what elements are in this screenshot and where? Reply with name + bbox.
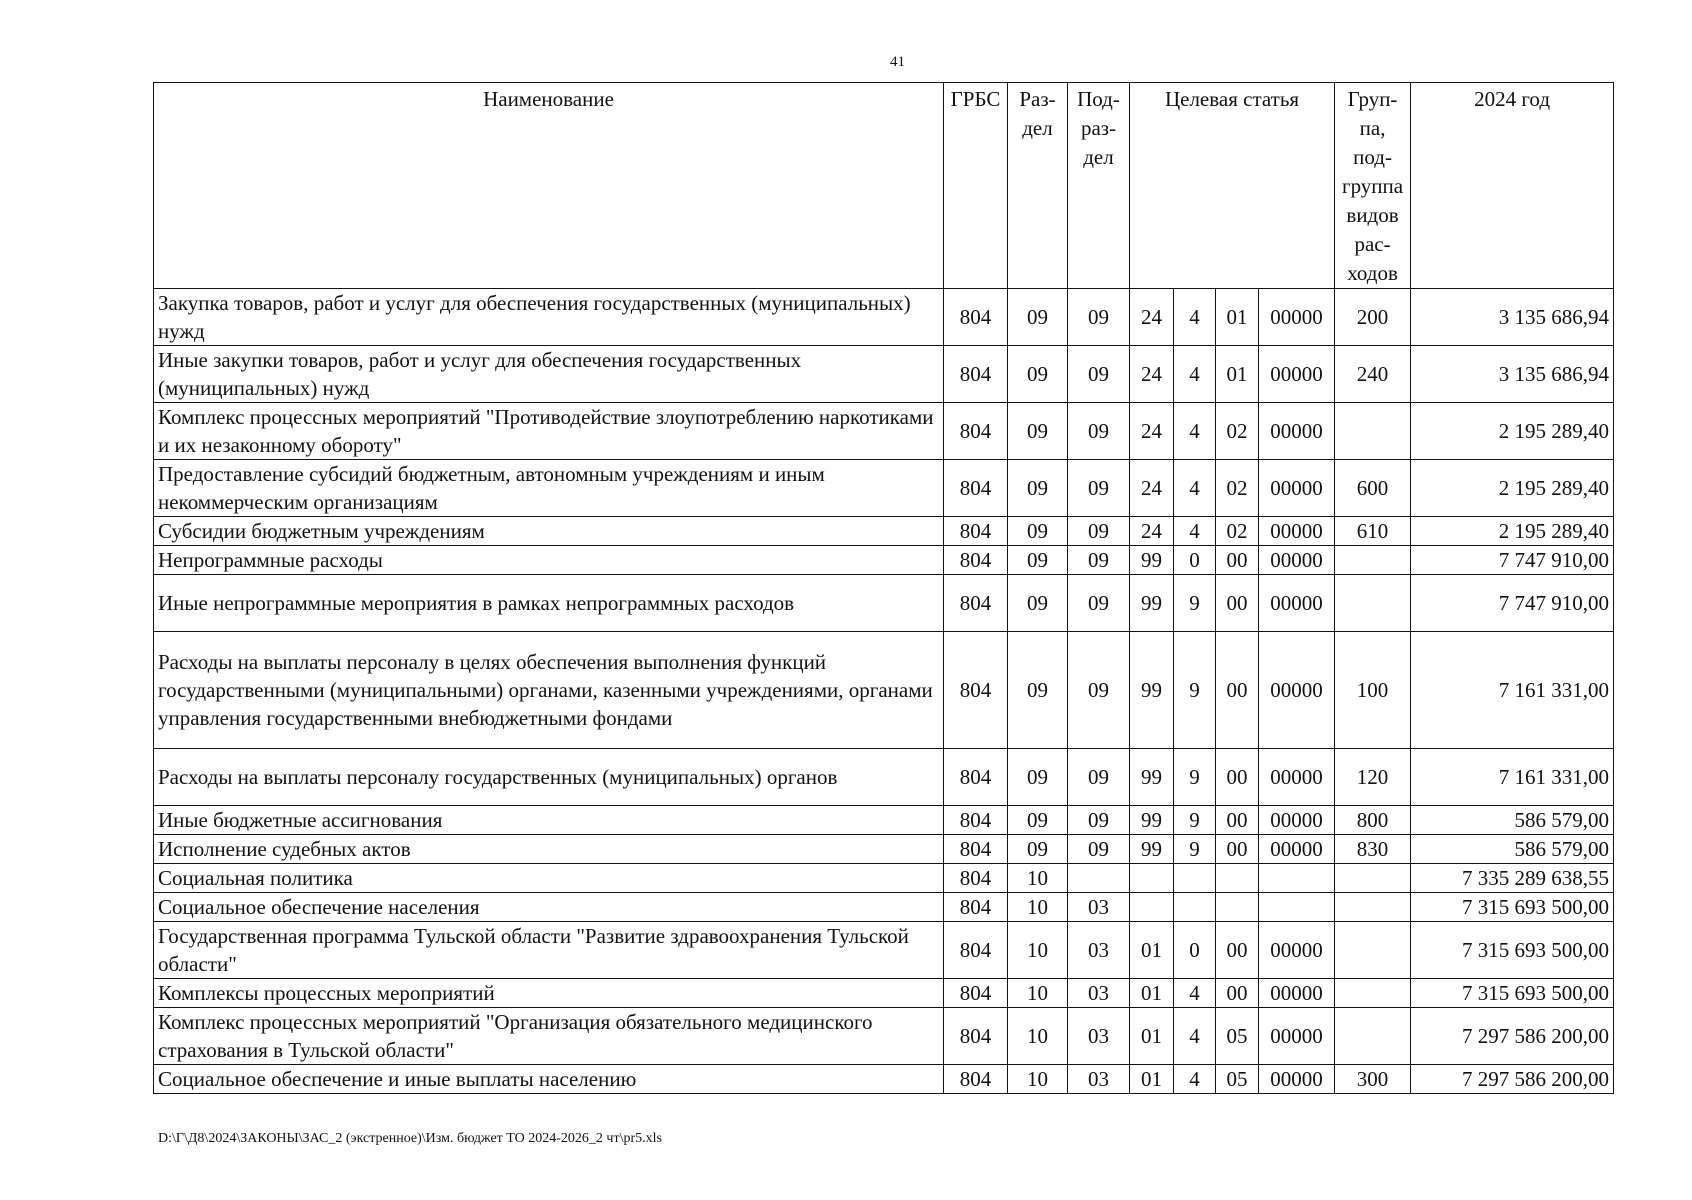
row-target-direction: 00000 <box>1259 1065 1335 1094</box>
row-grbs: 804 <box>944 546 1008 575</box>
row-target-program: 01 <box>1130 922 1174 979</box>
header-group-line: группа <box>1341 174 1404 198</box>
row-group: 800 <box>1335 806 1411 835</box>
row-section: 09 <box>1008 749 1068 806</box>
row-target-type <box>1174 893 1216 922</box>
row-name: Исполнение судебных актов <box>154 835 944 864</box>
row-grbs: 804 <box>944 979 1008 1008</box>
row-subsection: 09 <box>1068 546 1130 575</box>
row-name: Комплекс процессных мероприятий "Противодействие злоупотреблению наркотиками и их незаконному обороту" <box>154 403 944 460</box>
row-group: 600 <box>1335 460 1411 517</box>
row-group <box>1335 893 1411 922</box>
row-target-structure: 00 <box>1216 749 1259 806</box>
row-target-direction <box>1259 864 1335 893</box>
header-group-line: под- <box>1353 145 1392 169</box>
row-target-type: 9 <box>1174 749 1216 806</box>
row-target-program: 01 <box>1130 979 1174 1008</box>
row-subsection: 03 <box>1068 979 1130 1008</box>
row-subsection: 09 <box>1068 517 1130 546</box>
row-amount: 7 297 586 200,00 <box>1411 1065 1614 1094</box>
header-group-line: видов <box>1346 203 1399 227</box>
row-target-type: 4 <box>1174 1065 1216 1094</box>
row-subsection: 09 <box>1068 575 1130 632</box>
row-target-program: 99 <box>1130 749 1174 806</box>
row-target-direction: 00000 <box>1259 546 1335 575</box>
row-group: 300 <box>1335 1065 1411 1094</box>
row-target-structure: 02 <box>1216 403 1259 460</box>
row-grbs: 804 <box>944 460 1008 517</box>
header-group-line: Груп- <box>1347 87 1398 111</box>
row-name: Расходы на выплаты персоналу государственных (муниципальных) органов <box>154 749 944 806</box>
row-section: 10 <box>1008 922 1068 979</box>
row-group: 100 <box>1335 632 1411 749</box>
row-target-direction: 00000 <box>1259 575 1335 632</box>
row-name: Социальное обеспечение населения <box>154 893 944 922</box>
row-target-type: 4 <box>1174 289 1216 346</box>
header-section <box>1008 83 1068 289</box>
row-section: 09 <box>1008 346 1068 403</box>
row-target-structure: 01 <box>1216 289 1259 346</box>
row-target-structure: 00 <box>1216 922 1259 979</box>
row-group: 120 <box>1335 749 1411 806</box>
row-target-program: 24 <box>1130 346 1174 403</box>
row-target-direction: 00000 <box>1259 835 1335 864</box>
row-name: Комплексы процессных мероприятий <box>154 979 944 1008</box>
row-amount: 7 297 586 200,00 <box>1411 1008 1614 1065</box>
row-name: Иные непрограммные мероприятия в рамках непрограммных расходов <box>154 575 944 632</box>
row-target-structure: 00 <box>1216 632 1259 749</box>
row-grbs: 804 <box>944 864 1008 893</box>
row-subsection: 09 <box>1068 403 1130 460</box>
table-row <box>154 546 1614 575</box>
row-target-program: 99 <box>1130 632 1174 749</box>
row-group: 200 <box>1335 289 1411 346</box>
row-grbs: 804 <box>944 289 1008 346</box>
row-group <box>1335 546 1411 575</box>
row-group <box>1335 864 1411 893</box>
row-section: 10 <box>1008 1065 1068 1094</box>
row-section: 10 <box>1008 864 1068 893</box>
page-number: 41 <box>890 54 905 70</box>
row-target-direction: 00000 <box>1259 460 1335 517</box>
header-year: 2024 год <box>1411 83 1614 289</box>
header-group-line: рас- <box>1354 232 1391 256</box>
header-grbs: ГРБС <box>944 83 1008 289</box>
row-target-structure: 00 <box>1216 979 1259 1008</box>
table-row <box>154 806 1614 835</box>
table-row <box>154 864 1614 893</box>
row-subsection <box>1068 864 1130 893</box>
row-target-structure: 05 <box>1216 1008 1259 1065</box>
row-grbs: 804 <box>944 346 1008 403</box>
row-target-direction: 00000 <box>1259 1008 1335 1065</box>
header-target-article: Целевая статья <box>1130 83 1335 289</box>
row-target-direction: 00000 <box>1259 632 1335 749</box>
row-target-type: 0 <box>1174 546 1216 575</box>
table-row <box>154 1008 1614 1065</box>
row-grbs: 804 <box>944 1008 1008 1065</box>
row-target-program: 99 <box>1130 575 1174 632</box>
row-section: 09 <box>1008 460 1068 517</box>
file-path-footer: D:\Г\Д8\2024\ЗАКОНЫ\ЗАС_2 (экстренное)\Изм. бюджет ТО 2024-2026_2 чт\pr5.xls <box>158 1131 662 1146</box>
header-section-line: дел <box>1022 116 1053 140</box>
row-target-type: 9 <box>1174 575 1216 632</box>
row-name: Социальная политика <box>154 864 944 893</box>
row-subsection: 03 <box>1068 922 1130 979</box>
row-group <box>1335 922 1411 979</box>
row-target-structure: 00 <box>1216 806 1259 835</box>
row-target-structure <box>1216 893 1259 922</box>
row-section: 09 <box>1008 289 1068 346</box>
header-group-line: ходов <box>1347 261 1398 285</box>
row-target-type: 0 <box>1174 922 1216 979</box>
row-target-type: 4 <box>1174 1008 1216 1065</box>
row-target-type: 9 <box>1174 806 1216 835</box>
row-target-program: 01 <box>1130 1008 1174 1065</box>
row-section: 09 <box>1008 546 1068 575</box>
header-section-line: Раз- <box>1019 87 1056 111</box>
row-subsection: 09 <box>1068 460 1130 517</box>
row-grbs: 804 <box>944 893 1008 922</box>
row-target-program: 99 <box>1130 806 1174 835</box>
row-name: Закупка товаров, работ и услуг для обеспечения государственных (муниципальных) нужд <box>154 289 944 346</box>
row-group <box>1335 403 1411 460</box>
budget-table <box>153 82 1614 1094</box>
row-amount: 7 315 693 500,00 <box>1411 979 1614 1008</box>
row-amount: 2 195 289,40 <box>1411 460 1614 517</box>
row-amount: 7 315 693 500,00 <box>1411 893 1614 922</box>
row-grbs: 804 <box>944 835 1008 864</box>
row-amount: 7 161 331,00 <box>1411 749 1614 806</box>
row-target-type: 9 <box>1174 835 1216 864</box>
table-header <box>154 83 1614 289</box>
row-grbs: 804 <box>944 922 1008 979</box>
row-target-direction <box>1259 893 1335 922</box>
row-target-program: 24 <box>1130 460 1174 517</box>
row-target-program: 99 <box>1130 546 1174 575</box>
row-subsection: 03 <box>1068 1008 1130 1065</box>
header-subsection-line: раз- <box>1080 116 1117 140</box>
row-amount: 3 135 686,94 <box>1411 289 1614 346</box>
row-group: 830 <box>1335 835 1411 864</box>
row-target-direction: 00000 <box>1259 289 1335 346</box>
row-target-structure: 05 <box>1216 1065 1259 1094</box>
row-target-structure: 00 <box>1216 835 1259 864</box>
row-subsection: 09 <box>1068 806 1130 835</box>
row-section: 10 <box>1008 893 1068 922</box>
row-grbs: 804 <box>944 403 1008 460</box>
row-subsection: 03 <box>1068 893 1130 922</box>
row-target-program <box>1130 864 1174 893</box>
row-section: 09 <box>1008 517 1068 546</box>
table-body <box>154 289 1614 1094</box>
row-amount: 7 315 693 500,00 <box>1411 922 1614 979</box>
row-amount: 3 135 686,94 <box>1411 346 1614 403</box>
row-target-structure: 02 <box>1216 460 1259 517</box>
row-target-program: 24 <box>1130 403 1174 460</box>
row-target-direction: 00000 <box>1259 806 1335 835</box>
row-subsection: 09 <box>1068 289 1130 346</box>
header-group <box>1335 83 1411 289</box>
row-target-type: 4 <box>1174 460 1216 517</box>
row-name: Субсидии бюджетным учреждениям <box>154 517 944 546</box>
row-section: 09 <box>1008 575 1068 632</box>
row-name: Непрограммные расходы <box>154 546 944 575</box>
row-target-direction: 00000 <box>1259 403 1335 460</box>
row-grbs: 804 <box>944 575 1008 632</box>
row-grbs: 804 <box>944 1065 1008 1094</box>
table-row <box>154 403 1614 460</box>
row-target-structure: 01 <box>1216 346 1259 403</box>
row-amount: 586 579,00 <box>1411 806 1614 835</box>
row-target-direction: 00000 <box>1259 517 1335 546</box>
table-row <box>154 749 1614 806</box>
row-target-structure: 02 <box>1216 517 1259 546</box>
row-section: 09 <box>1008 403 1068 460</box>
row-name: Государственная программа Тульской области "Развитие здравоохранения Тульской области" <box>154 922 944 979</box>
row-target-type: 4 <box>1174 403 1216 460</box>
row-section: 09 <box>1008 632 1068 749</box>
row-subsection: 03 <box>1068 1065 1130 1094</box>
row-target-program: 24 <box>1130 517 1174 546</box>
row-section: 10 <box>1008 979 1068 1008</box>
table-row <box>154 1065 1614 1094</box>
row-target-type: 4 <box>1174 979 1216 1008</box>
row-target-type: 4 <box>1174 517 1216 546</box>
row-target-type: 4 <box>1174 346 1216 403</box>
table-row <box>154 346 1614 403</box>
row-amount: 2 195 289,40 <box>1411 517 1614 546</box>
row-group: 240 <box>1335 346 1411 403</box>
row-target-type <box>1174 864 1216 893</box>
row-name: Расходы на выплаты персоналу в целях обеспечения выполнения функций государственными (муниципальными) органами, казенными учреждениями, органами управления государственными внебюджетными фондами <box>154 632 944 749</box>
row-name: Иные бюджетные ассигнования <box>154 806 944 835</box>
row-target-structure <box>1216 864 1259 893</box>
row-name: Иные закупки товаров, работ и услуг для обеспечения государственных (муниципальных) нужд <box>154 346 944 403</box>
row-group: 610 <box>1335 517 1411 546</box>
row-section: 09 <box>1008 835 1068 864</box>
row-target-type: 9 <box>1174 632 1216 749</box>
row-amount: 7 161 331,00 <box>1411 632 1614 749</box>
row-target-program <box>1130 893 1174 922</box>
row-target-structure: 00 <box>1216 575 1259 632</box>
header-subsection <box>1068 83 1130 289</box>
row-amount: 2 195 289,40 <box>1411 403 1614 460</box>
row-amount: 7 335 289 638,55 <box>1411 864 1614 893</box>
row-amount: 586 579,00 <box>1411 835 1614 864</box>
row-section: 09 <box>1008 806 1068 835</box>
header-group-line: па, <box>1359 116 1386 140</box>
header-subsection-line: Под- <box>1077 87 1120 111</box>
row-name: Комплекс процессных мероприятий "Организация обязательного медицинского страхования в Тульской области" <box>154 1008 944 1065</box>
row-target-direction: 00000 <box>1259 922 1335 979</box>
row-amount: 7 747 910,00 <box>1411 546 1614 575</box>
table-row <box>154 517 1614 546</box>
row-grbs: 804 <box>944 517 1008 546</box>
row-subsection: 09 <box>1068 835 1130 864</box>
table-row <box>154 893 1614 922</box>
row-group <box>1335 1008 1411 1065</box>
row-target-direction: 00000 <box>1259 346 1335 403</box>
table-row <box>154 922 1614 979</box>
table-row <box>154 575 1614 632</box>
row-target-structure: 00 <box>1216 546 1259 575</box>
row-name: Социальное обеспечение и иные выплаты населению <box>154 1065 944 1094</box>
table-row <box>154 632 1614 749</box>
row-target-program: 99 <box>1130 835 1174 864</box>
header-subsection-line: дел <box>1083 145 1114 169</box>
table-row <box>154 460 1614 517</box>
row-grbs: 804 <box>944 749 1008 806</box>
row-target-direction: 00000 <box>1259 979 1335 1008</box>
row-grbs: 804 <box>944 632 1008 749</box>
row-name: Предоставление субсидий бюджетным, автономным учреждениям и иным некоммерческим организациям <box>154 460 944 517</box>
row-grbs: 804 <box>944 806 1008 835</box>
row-group <box>1335 979 1411 1008</box>
row-group <box>1335 575 1411 632</box>
table-row <box>154 835 1614 864</box>
table-row <box>154 289 1614 346</box>
row-amount: 7 747 910,00 <box>1411 575 1614 632</box>
header-name: Наименование <box>154 83 944 289</box>
row-subsection: 09 <box>1068 346 1130 403</box>
row-target-direction: 00000 <box>1259 749 1335 806</box>
row-target-program: 24 <box>1130 289 1174 346</box>
table-row <box>154 979 1614 1008</box>
row-subsection: 09 <box>1068 749 1130 806</box>
row-section: 10 <box>1008 1008 1068 1065</box>
row-target-program: 01 <box>1130 1065 1174 1094</box>
row-subsection: 09 <box>1068 632 1130 749</box>
